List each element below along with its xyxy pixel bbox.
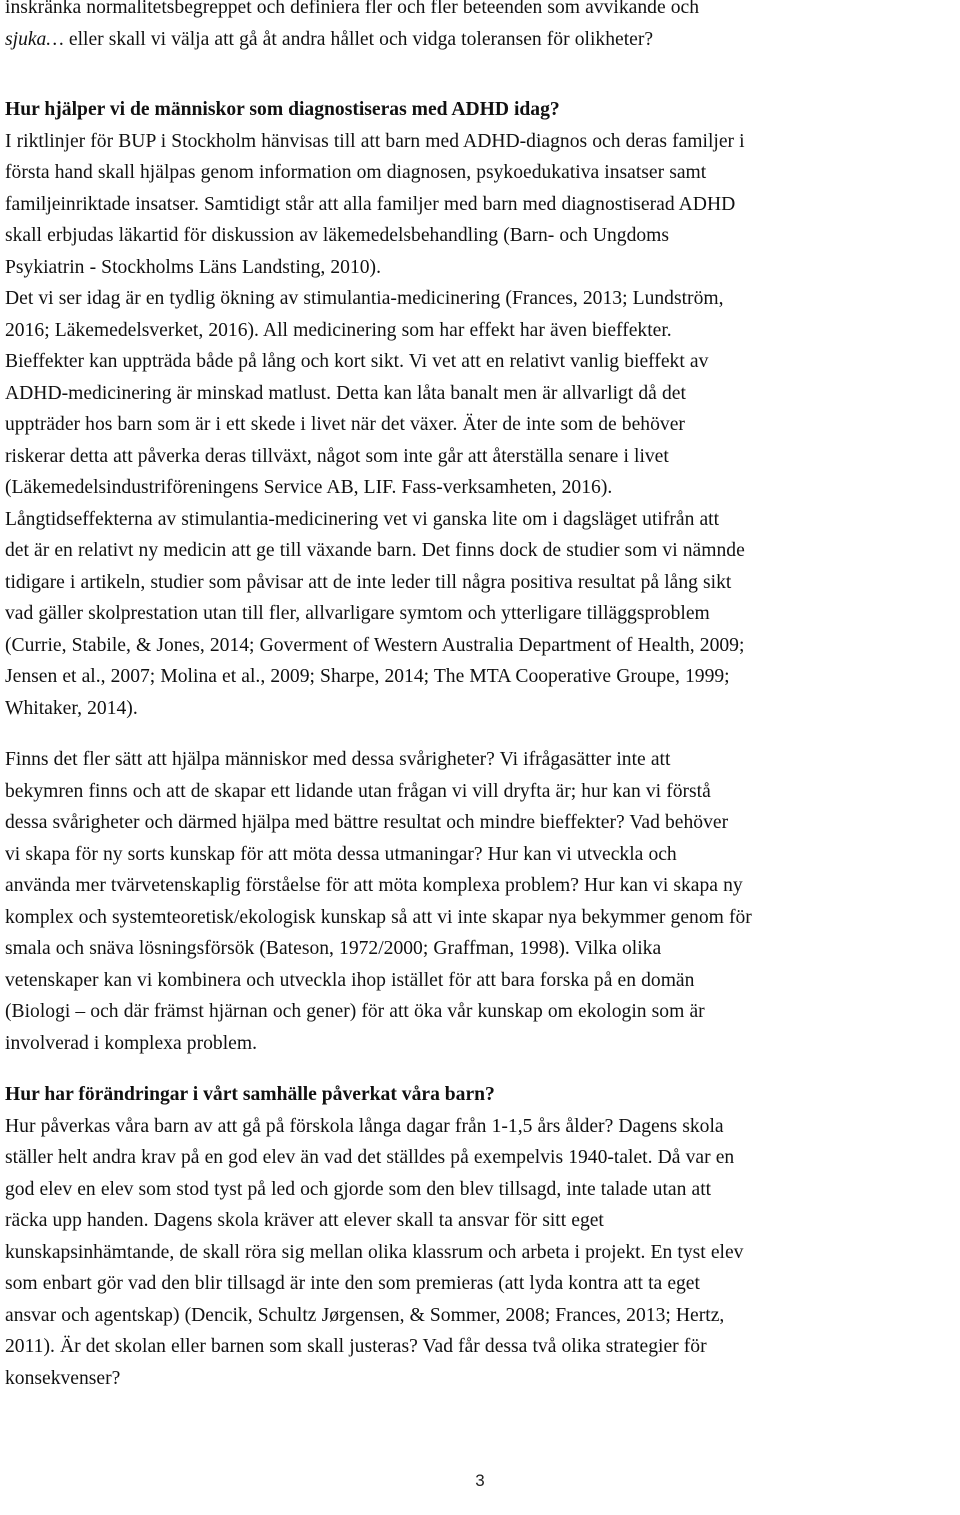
text-line: inskränka normalitetsbegreppet och definiera fler och fler beteenden som avvikande och (5, 0, 700, 18)
text-line-rest: eller skall vi välja att gå åt andra hållet och vidga toleransen för olikheter? (63, 28, 654, 50)
text-line: uppträder hos barn som är i ett skede i livet när det växer. Äter de inte som de behöver (5, 414, 685, 435)
text-line: Hur påverkas våra barn av att gå på förskola långa dagar från 1-1,5 års ålder? Dagens skola (5, 1115, 724, 1137)
text-line: familjeinriktade insatser. Samtidigt står att alla familjer med barn med diagnostiserad ADHD (5, 193, 736, 215)
text-line: dessa svårigheter och därmed hjälpa med bättre resultat och mindre bieffekter? Vad behöver (5, 812, 729, 833)
section-paragraph-society-changes (5, 1111, 957, 1395)
text-line: konsekvenser? (5, 1367, 121, 1389)
text-line: som enbart gör vad den blir tillsagd är inte den som premieras (att lyda kontra att ta eget (5, 1273, 700, 1294)
text-line: det är en relativt ny medicin att ge till växande barn. Det finns dock de studier som vi nämnde (5, 540, 745, 561)
text-line: (Läkemedelsindustriföreningens Service AB, LIF. Fass-verksamheten, 2016). (5, 477, 613, 498)
text-line: tidigare i artikeln, studier som påvisar att de inte leder till några positiva resultat på lång sikt (5, 571, 732, 593)
text-line: I riktlinjer för BUP i Stockholm hänvisas till att barn med ADHD-diagnos och deras familjer i (5, 130, 745, 152)
text-line: vad gäller skolprestation utan till fler, allvarligare symtom och ytterligare tilläggsproblem (5, 603, 710, 624)
text-line: komplex och systemteoretisk/ekologisk kunskap så att vi inte skapar nya bekymmer genom för (5, 906, 752, 928)
page-number: 3 (475, 1471, 485, 1490)
text-line (5, 24, 957, 56)
text-line: Jensen et al., 2007; Molina et al., 2009; Sharpe, 2014; The MTA Cooperative Groupe, 1999; (5, 666, 730, 687)
text-line: involverad i komplexa problem. (5, 1032, 257, 1054)
text-line: Whitaker, 2014). (5, 697, 138, 719)
text-line: vi skapa för ny sorts kunskap för att möta dessa utmaningar? Hur kan vi utveckla och (5, 843, 677, 865)
text-line: första hand skall hjälpas genom information om diagnosen, psykoedukativa insatser samt (5, 162, 707, 183)
text-line: god elev en elev som stod tyst på led och gjorde som den blev tillsagd, inte talade utan att (5, 1178, 712, 1200)
text-line: ansvar och agentskap) (Dencik, Schultz Jørgensen, & Sommer, 2008; Frances, 2013; Hertz, (5, 1304, 725, 1326)
text-line: kunskapsinhämtande, de skall röra sig mellan olika klassrum och arbeta i projekt. En tyst elev (5, 1241, 744, 1263)
text-line: Bieffekter kan uppträda både på lång och kort sikt. Vi vet att en relativt vanlig bieffekt av (5, 351, 709, 372)
text-line: 2011). Är det skolan eller barnen som skall justeras? Vad får dessa två olika strategier för (5, 1336, 707, 1357)
text-line: bekymren finns och att de skapar ett lidande utan frågan vi vill dryfta är; hur kan vi förstå (5, 780, 711, 802)
text-line: Psykiatrin - Stockholms Läns Landsting, 2010). (5, 256, 381, 278)
section-heading-adhd-help: Hur hjälper vi de människor som diagnostiseras med ADHD idag? (5, 99, 560, 120)
text-line: Långtidseffekterna av stimulantia-medicinering vet vi ganska lite om i dagsläget utifrån att (5, 508, 720, 530)
text-line: använda mer tvärvetenskaplig förståelse för att möta komplexa problem? Hur kan vi skapa ny (5, 875, 743, 896)
text-line: Finns det fler sätt att hjälpa människor med dessa svårigheter? Vi ifrågasätter inte att (5, 749, 671, 770)
text-line: vetenskaper kan vi kombinera och utveckla ihop istället för att bara forska på en domän (5, 969, 695, 991)
text-line: 2016; Läkemedelsverket, 2016). All medicinering som har effekt har även bieffekter. (5, 319, 672, 341)
text-line: (Currie, Stabile, & Jones, 2014; Goverment of Western Australia Department of Health, 2009; (5, 634, 745, 656)
text-line: ADHD-medicinering är minskad matlust. Detta kan låta banalt men är allvarligt då det (5, 382, 686, 404)
text-line: räcka upp handen. Dagens skola kräver att elever skall ta ansvar för sitt eget (5, 1210, 604, 1231)
section-paragraph-adhd-help (5, 126, 957, 725)
text-line: Det vi ser idag är en tydlig ökning av stimulantia-medicinering (Frances, 2013; Lundström, (5, 288, 724, 309)
intro-tail-paragraph (5, 0, 957, 55)
text-line: smala och snäva lösningsförsök (Bateson, 1972/2000; Graffman, 1998). Vilka olika (5, 938, 662, 959)
text-line: skall erbjudas läkartid för diskussion av läkemedelsbehandling (Barn- och Ungdoms (5, 225, 670, 246)
document-page (5, 0, 957, 1394)
text-line: riskerar detta att påverka deras tillväxt, något som inte går att återställa senare i livet (5, 445, 669, 467)
italic-word: sjuka… (5, 28, 64, 50)
section-heading-society-changes: Hur har förändringar i vårt samhälle påverkat våra barn? (5, 1084, 495, 1105)
text-line: ställer helt andra krav på en god elev än vad det ställdes på exempelvis 1940-talet. Då var en (5, 1147, 735, 1168)
text-line: (Biologi – och där främst hjärnan och gener) för att öka vår kunskap om ekologin som är (5, 1001, 705, 1022)
section-paragraph-other-ways (5, 744, 957, 1059)
